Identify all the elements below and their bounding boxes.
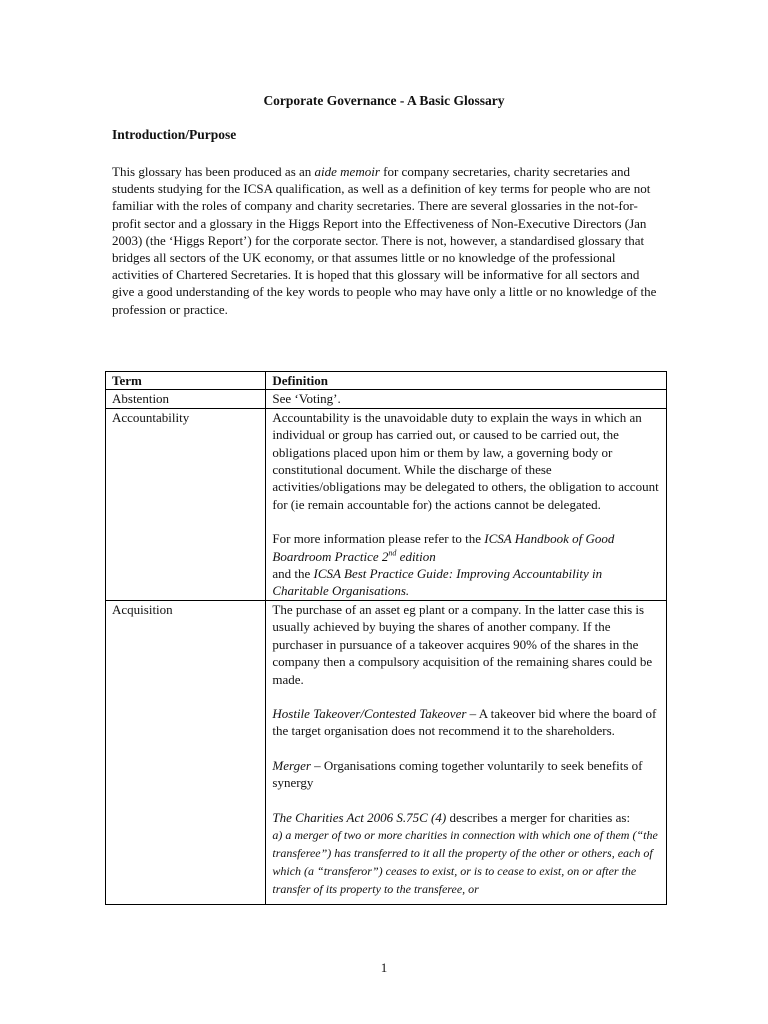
charities-act-text: describes a merger for charities as:: [446, 809, 631, 825]
acquisition-hostile: [272, 705, 660, 740]
definition-accountability: [266, 408, 667, 600]
header-definition: Definition: [266, 372, 667, 390]
merger-text: – Organisations coming together voluntarily to seek benefits of synergy: [272, 757, 643, 791]
accountability-paragraph-1: Accountability is the unavoidable duty to explain the ways in which an individual or group has carried out, or caused to be carried out, the obligations placed upon him or them by law, a governing body or constitutional document. While the discharge of these activities/obligations may be delegated to others, the obligation to account for (ie remain accountable for) the actions cannot be delegated.: [272, 409, 659, 512]
intro-paragraph: [112, 163, 660, 318]
table-header-row: [106, 372, 667, 390]
hostile-text: – A takeover bid where the board of the target organisation does not recommend it to the shareholders.: [272, 705, 657, 739]
acquisition-charities-act: [272, 809, 660, 898]
glossary-table: [105, 371, 667, 905]
intro-text-part1: This glossary has been produced as an: [112, 164, 315, 179]
book-1-tail: edition: [396, 548, 436, 564]
intro-aide-memoir: aide memoir: [314, 164, 380, 179]
table-row: [106, 600, 667, 904]
table-row: [106, 390, 667, 408]
page-number: 1: [380, 960, 388, 975]
charities-act-quote: a) a merger of two or more charities in connection with which one of them (“the transferee”) has transferred to it all the property of the other or others, each of which (a “transferor”) ceases to exist, or is to cease to exist, on or after the transfer of its property to the transferee, or: [272, 827, 658, 896]
book-1-title: ICSA Handbook of Good Boardroom Practice 2: [272, 531, 615, 564]
accountability-ref-intro: For more information please refer to the: [272, 531, 485, 547]
document-title: Corporate Governance - A Basic Glossary: [263, 93, 505, 108]
accountability-and: and the: [272, 566, 314, 582]
table-row: [106, 408, 667, 600]
acquisition-merger: [272, 757, 660, 792]
hostile-label: Hostile Takeover/Contested Takeover: [272, 705, 467, 721]
accountability-paragraph-2: [272, 530, 660, 600]
term-abstention: Abstention: [106, 390, 266, 408]
intro-text-part2: for company secretaries, charity secretaries and students studying for the ICSA qualification, as well as a definition of key terms for people who are not familiar with the roles of company and charity secretaries. There are several glossaries in the not-for-profit sector and a glossary in the Higgs Report into the Effectiveness of Non-Executive Directors (Jan 2003) (the ‘Higgs Report’) for the corporate sector. There is not, however, a standardised glossary that bridges all sectors of the UK economy, or that assumes little or no knowledge of the professional activities of Chartered Secretaries. It is hoped that this glossary will be informative for all sectors and give a good understanding of the key words to people who may have only a little or no knowledge of the profession or practice.: [112, 164, 657, 317]
acquisition-paragraph-1: The purchase of an asset eg plant or a company. In the latter case this is usually achieved by buying the shares of another company. If the purchaser in pursuance of a takeover acquires 90% of the shares in the company then a compulsory acquisition of the remaining shares could be made.: [272, 601, 653, 687]
merger-label: Merger: [272, 757, 311, 773]
charities-act-label: The Charities Act 2006 S.75C (4): [272, 809, 447, 825]
term-acquisition: Acquisition: [106, 600, 266, 904]
definition-abstention: See ‘Voting’.: [266, 390, 667, 408]
book-1-superscript: nd: [388, 548, 397, 558]
term-accountability: Accountability: [106, 408, 266, 600]
accountability-book-2: ICSA Best Practice Guide: Improving Accountability in Charitable Organisations.: [272, 566, 603, 599]
header-term: Term: [106, 372, 266, 390]
definition-acquisition: [266, 600, 667, 904]
section-heading: Introduction/Purpose: [112, 127, 237, 142]
